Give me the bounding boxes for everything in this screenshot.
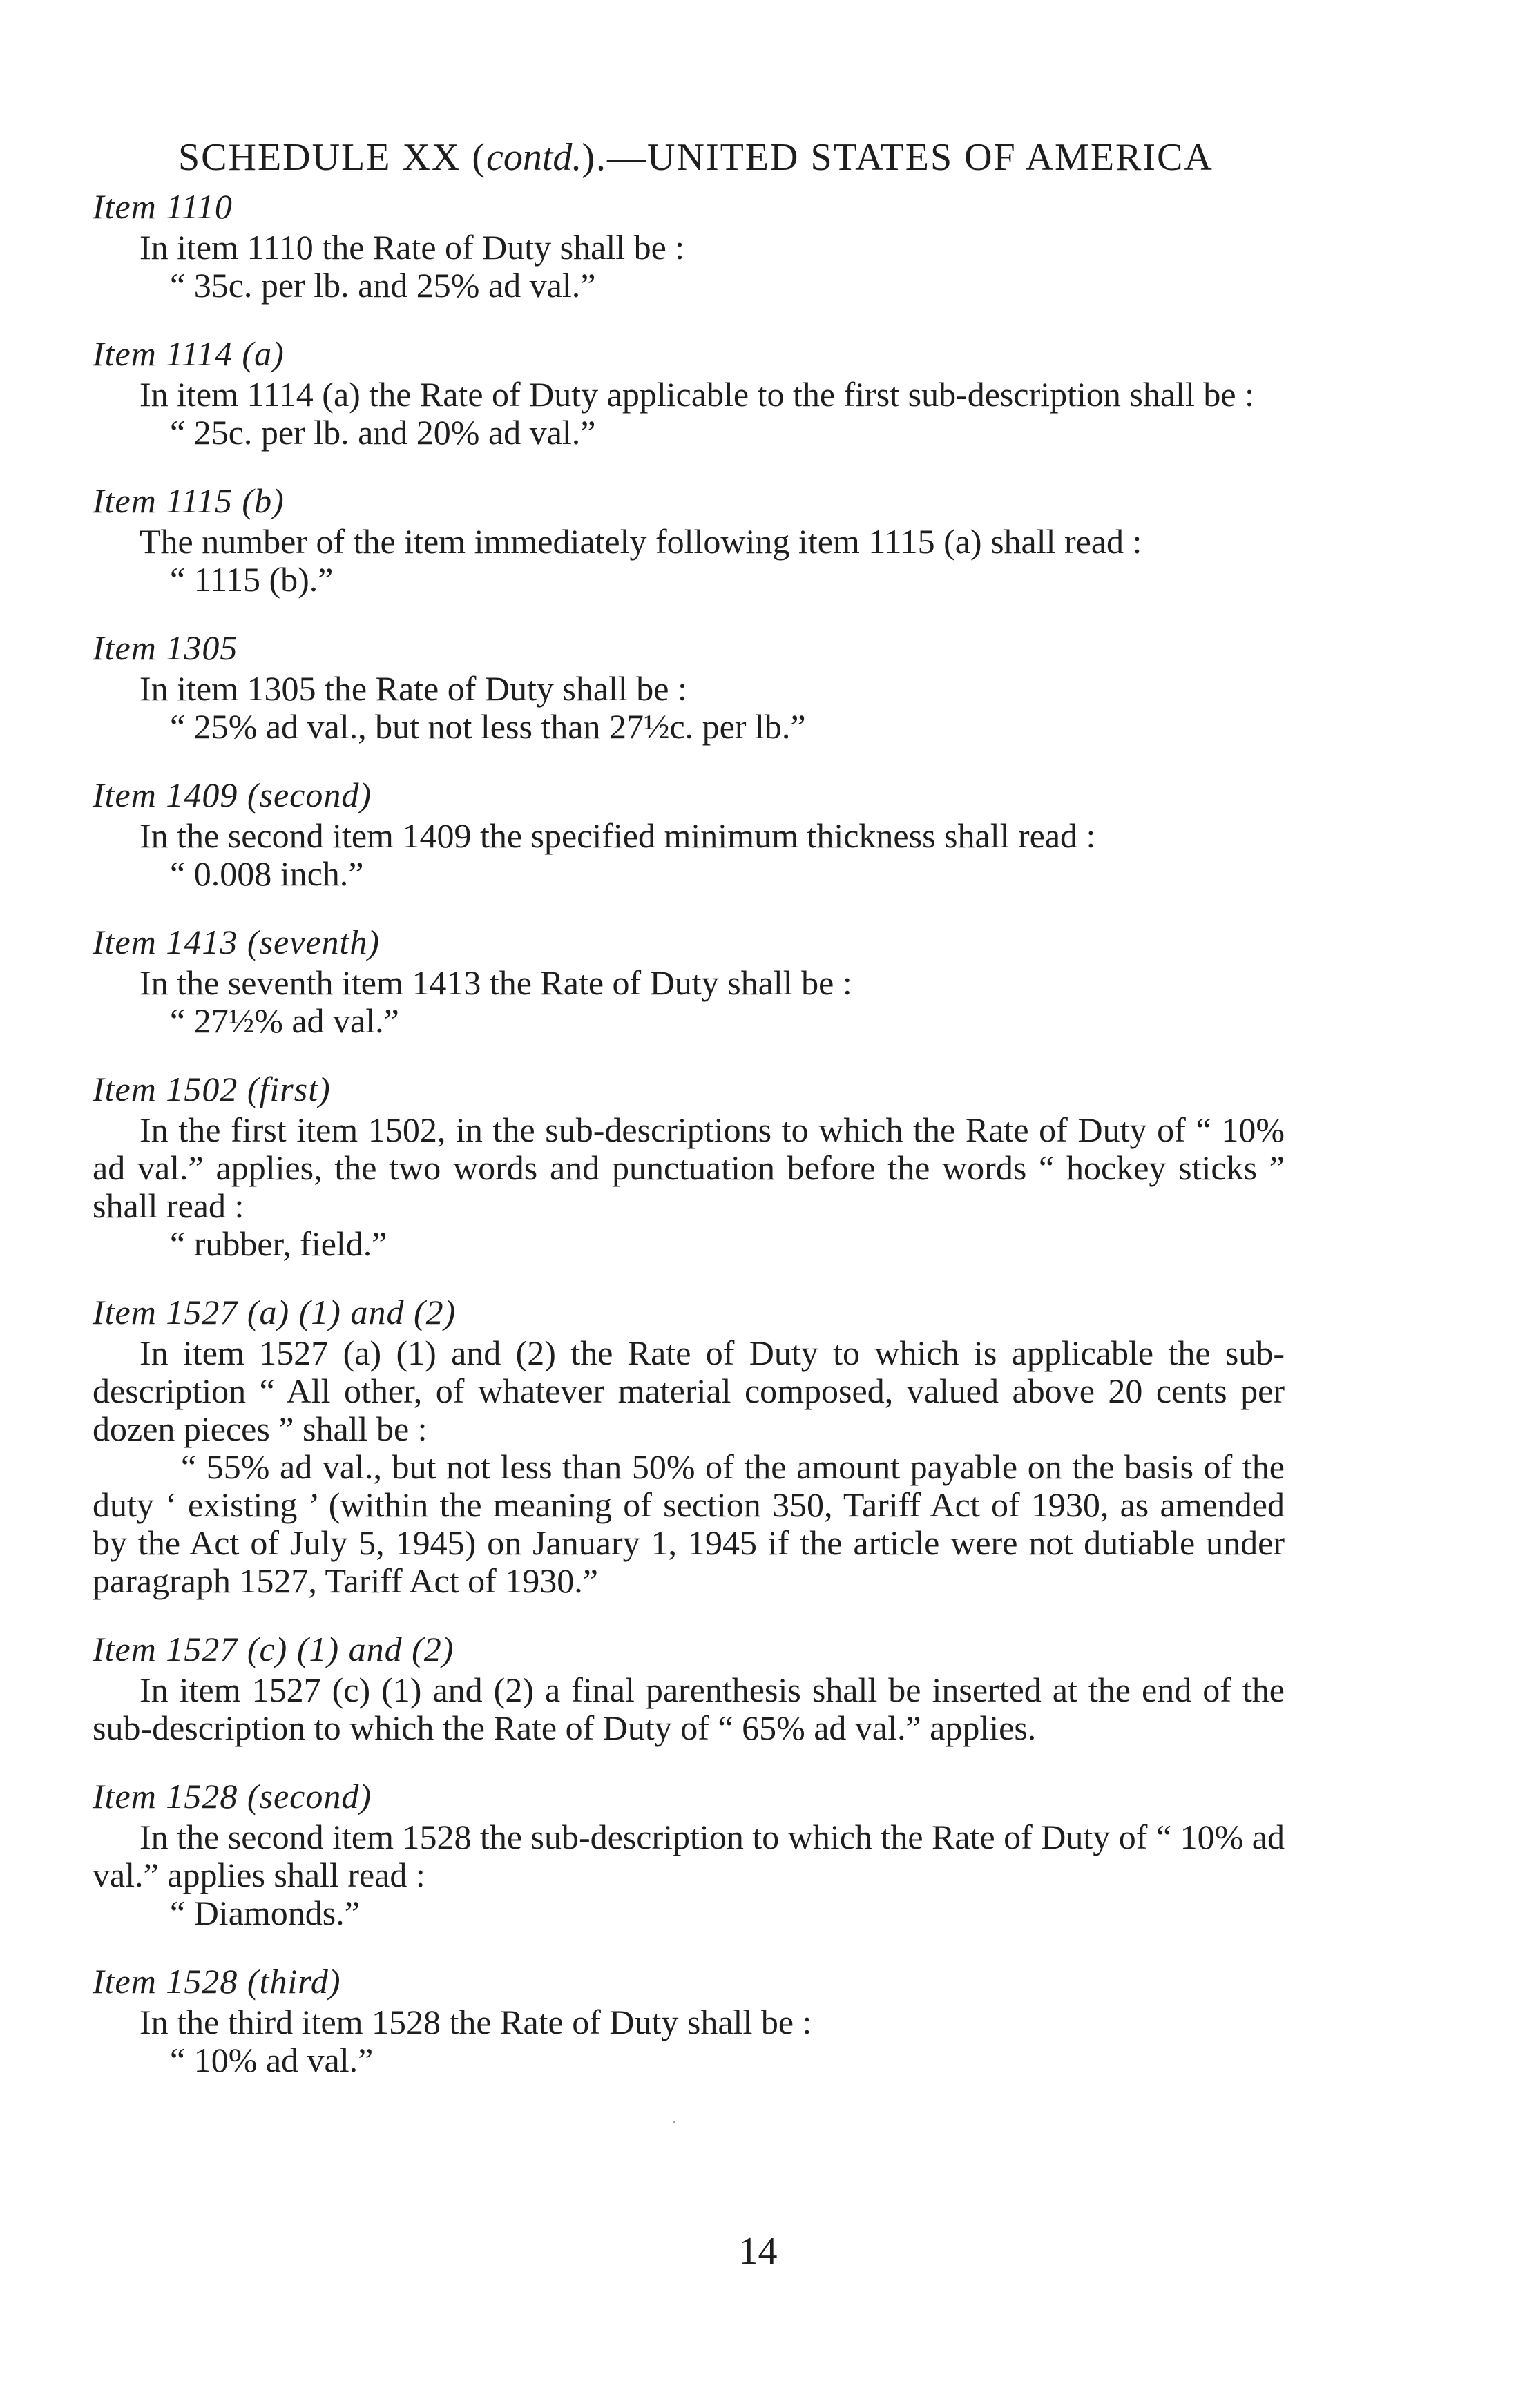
item-section [93,923,1285,1040]
item-heading: Item 1502 (first) [93,1070,331,1108]
item-quote: “ 25% ad val., but not less than 27½c. per lb.” [170,707,806,746]
header-suffix: ).—UNITED STATES OF AMERICA [582,136,1213,179]
item-quote: “ Diamonds.” [170,1894,360,1932]
item-text: In the seventh item 1413 the Rate of Duty shall be : [140,963,852,1002]
item-section [93,1070,1285,1263]
item-text: In item 1114 (a) the Rate of Duty applicable to the first sub-description shall be : [140,375,1254,414]
item-heading: Item 1528 (third) [93,1962,341,2001]
item-heading: Item 1527 (c) (1) and (2) [93,1630,454,1668]
item-heading: Item 1413 (seventh) [93,923,381,961]
page-number: 14 [738,2230,778,2273]
page-header [178,135,1213,180]
header-prefix: SCHEDULE XX ( [178,136,486,179]
item-section [93,188,1285,305]
item-section [93,776,1285,893]
item-section [93,335,1285,452]
item-heading: Item 1409 (second) [93,776,372,814]
item-section [93,629,1285,746]
item-text: In item 1110 the Rate of Duty shall be : [140,228,685,267]
item-quote: “ 35c. per lb. and 25% ad val.” [170,266,596,305]
item-text: In item 1527 (c) (1) and (2) a final parenthesis shall be inserted at the end of the sub-description to which the Rate of Duty of “ 65% ad val.” applies. [93,1670,1285,1747]
item-heading: Item 1527 (a) (1) and (2) [93,1293,457,1331]
item-text: The number of the item immediately following item 1115 (a) shall read : [140,522,1142,561]
item-section [93,1778,1285,1932]
schedule-items [93,188,1285,2110]
item-text: In item 1527 (a) (1) and (2) the Rate of Duty to which is applicable the sub-description “ All other, of whatever material composed, valued above 20 cents per dozen pieces ” shall be : [93,1333,1285,1448]
item-quote: “ 55% ad val., but not less than 50% of the amount payable on the basis of the duty ‘ existing ’ (within the meaning of section 350, Tariff Act of 1930, as amended by the Act of July 5, 1945) on January 1, 1945 if the article were not dutiable under paragraph 1527, Tariff Act of 1930.” [93,1447,1285,1600]
print-speck [673,2121,675,2123]
item-section [93,482,1285,599]
item-text: In the third item 1528 the Rate of Duty shall be : [140,2003,812,2041]
item-section [93,1630,1285,1747]
item-quote: “ 1115 (b).” [170,560,334,599]
item-heading: Item 1110 [93,187,233,226]
item-text: In the second item 1528 the sub-description to which the Rate of Duty of “ 10% ad val.” applies shall read : [93,1818,1285,1894]
item-quote: “ 25c. per lb. and 20% ad val.” [170,413,596,452]
header-contd: contd. [486,136,582,179]
item-quote: “ rubber, field.” [170,1224,387,1263]
item-section [93,1963,1285,2079]
item-heading: Item 1114 (a) [93,334,285,373]
item-text: In the second item 1409 the specified minimum thickness shall read : [140,816,1096,855]
item-section [93,1293,1285,1600]
item-heading: Item 1305 [93,628,238,667]
item-heading: Item 1528 (second) [93,1777,372,1815]
item-text: In item 1305 the Rate of Duty shall be : [140,669,687,708]
item-quote: “ 10% ad val.” [170,2041,374,2079]
item-text: In the first item 1502, in the sub-descriptions to which the Rate of Duty of “ 10% ad val.” applies, the two words and punctuation before the words “ hockey sticks ” shall read : [93,1110,1285,1225]
item-quote: “ 27½% ad val.” [170,1001,399,1040]
item-heading: Item 1115 (b) [93,481,285,520]
item-quote: “ 0.008 inch.” [170,854,364,893]
